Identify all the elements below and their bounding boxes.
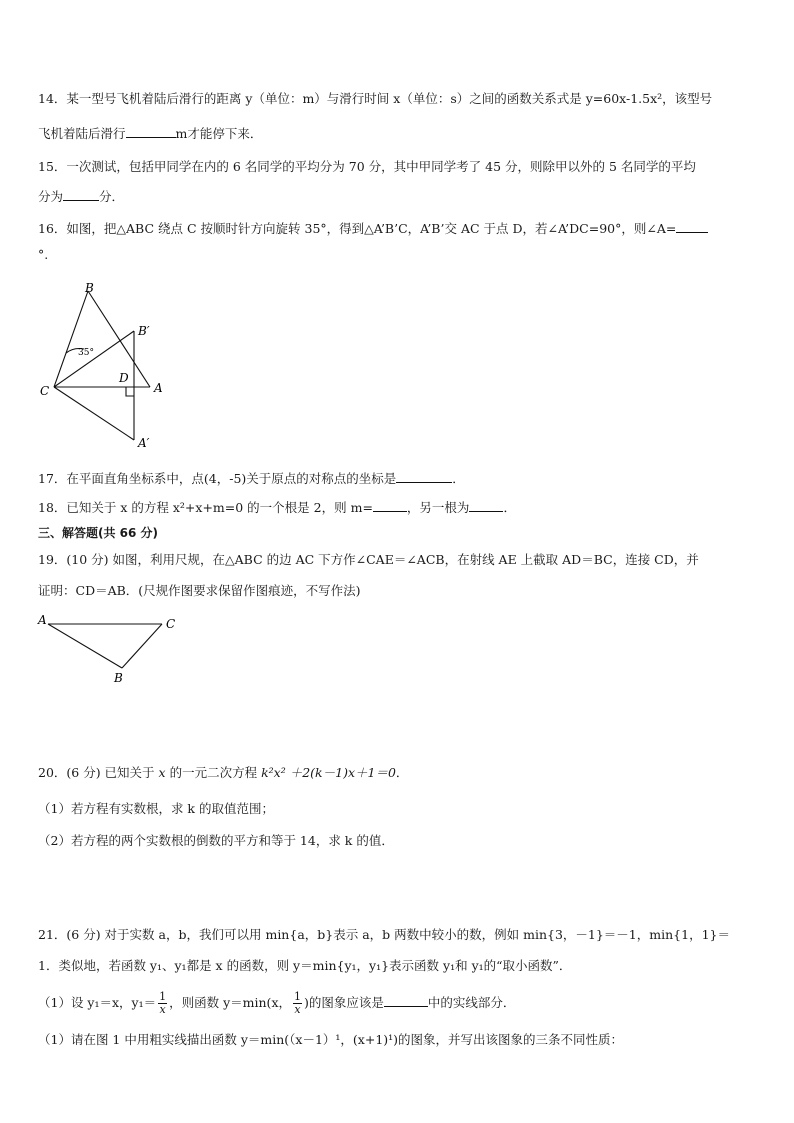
q21-sub1-a: （1）设 y₁＝x，y₁＝	[38, 995, 157, 1010]
q16-angle-label: 35°	[78, 348, 94, 358]
q20-line1-c: 的一元二次方程	[169, 765, 258, 780]
q16-label-d: D	[119, 371, 129, 385]
q15-line2-b: 分．	[99, 189, 125, 204]
q19-segment-ab	[48, 624, 122, 668]
q18-root-blank[interactable]	[469, 499, 503, 512]
q21-sub1-b: ，则函数 y＝min(x，	[169, 995, 291, 1010]
q18-text-a: 18．已知关于 x 的方程 x²+x+m=0 的一个根是 2，则 m=	[38, 500, 373, 515]
q16-right-angle-mark	[126, 387, 134, 396]
q16-segment-ca-prime	[54, 387, 134, 440]
q17-answer-blank[interactable]	[396, 470, 452, 483]
q21-fraction-1-num: 1	[159, 990, 167, 1003]
q18-text-b: ，另一根为	[406, 500, 470, 515]
q20-equation: k²x² ＋2(k－1)x＋1＝0	[261, 765, 396, 780]
q16-label-b-prime: B′	[138, 324, 150, 338]
q21-sub1	[38, 991, 515, 1016]
q20-line1-a: 20．(6 分) 已知关于	[38, 765, 155, 780]
q15-answer-blank[interactable]	[63, 188, 99, 201]
q21-fraction-2-num: 1	[294, 990, 301, 1003]
q18-m-blank[interactable]	[373, 499, 407, 512]
q15-line2-a: 分为	[38, 189, 64, 204]
q16-line1-text: 16．如图，把△ABC 绕点 C 按顺时针方向旋转 35°，得到△A’B’C，A’B’交 AC 于点 D，若∠A’DC=90°，则∠A=	[38, 221, 677, 236]
q15-line1: 15．一次测试，包括甲同学在内的 6 名同学的平均分为 70 分，其中甲同学考了 45 分，则除甲以外的 5 名同学的平均	[38, 159, 696, 174]
section3-title: 三、解答题(共 66 分)	[38, 526, 159, 540]
q19-line1: 19．(10 分) 如图，利用尺规，在△ABC 的边 AC 下方作∠CAE＝∠ACB，在射线 AE 上截取 AD＝BC，连接 CD，并	[38, 552, 699, 567]
q21-sub1-d: 中的实线部分．	[427, 995, 516, 1010]
q17-text-a: 17．在平面直角坐标系中，点(4，-5)关于原点的对称点的坐标是	[38, 471, 397, 486]
q14-answer-blank[interactable]	[126, 125, 176, 138]
q19-label-a: A	[38, 613, 47, 627]
q19-segment-cb	[122, 624, 162, 668]
q21-sub1-c: )的图象应该是	[304, 995, 384, 1010]
q14-line2-a: 飞机着陆后滑行	[38, 126, 126, 141]
q18-text-c: ．	[503, 500, 516, 515]
q21-fraction-1-den: x	[159, 1003, 166, 1016]
q16-label-a: A	[154, 381, 163, 395]
q16-line1	[38, 220, 708, 238]
q20-line1-x: x	[158, 765, 166, 780]
q21-line2: 1．类似地，若函数 y₁、y₁都是 x 的函数，则 y＝min{y₁，y₁}表示函数 y₁和 y₁的“取小函数”．	[38, 958, 572, 973]
q21-answer-blank[interactable]	[384, 994, 428, 1007]
q20-line1	[38, 764, 408, 782]
q16-segment-bc	[54, 291, 88, 387]
q19-label-c: C	[166, 617, 176, 631]
q16-label-c: C	[40, 384, 50, 398]
q16-figure	[30, 275, 180, 455]
q21-line1: 21．(6 分) 对于实数 a，b，我们可以用 min{a，b}表示 a，b 两数中较小的数，例如 min{3，－1}＝－1，min{1，1}＝	[38, 927, 730, 942]
q14-line2	[38, 125, 262, 143]
q20-sub2: （2）若方程的两个实数根的倒数的平方和等于 14，求 k 的值．	[38, 833, 394, 848]
q20-sub1: （1）若方程有实数根，求 k 的取值范围；	[38, 801, 274, 816]
q21-sub2: （1）请在图 1 中用粗实线描出函数 y＝min(（x－1）¹，(x+1)¹)的图象，并写出该图象的三条不同性质：	[38, 1032, 624, 1047]
q14-line1: 14．某一型号飞机着陆后滑行的距离 y（单位：m）与滑行时间 x（单位：s）之间的函数关系式是 y=60x-1.5x²，该型号	[38, 91, 713, 106]
q19-line2: 证明：CD＝AB．(尺规作图要求保留作图痕迹，不写作法)	[38, 583, 361, 598]
q21-fraction-1	[158, 991, 167, 1016]
q21-fraction-2	[293, 991, 302, 1016]
q17-line	[38, 470, 465, 488]
q14-line2-b: m才能停下来．	[175, 126, 263, 141]
q19-figure	[30, 608, 190, 690]
q16-label-b: B	[85, 281, 94, 295]
q16-label-a-prime: A′	[138, 436, 150, 450]
q15-line2	[38, 188, 124, 206]
q17-text-b: ．	[452, 471, 465, 486]
q21-fraction-2-den: x	[294, 1003, 301, 1016]
q18-line	[38, 499, 516, 517]
q16-line2: °.	[38, 247, 49, 262]
q16-answer-blank[interactable]	[676, 220, 708, 233]
q20-line1-d: ．	[395, 765, 409, 780]
q19-label-b: B	[114, 671, 123, 685]
